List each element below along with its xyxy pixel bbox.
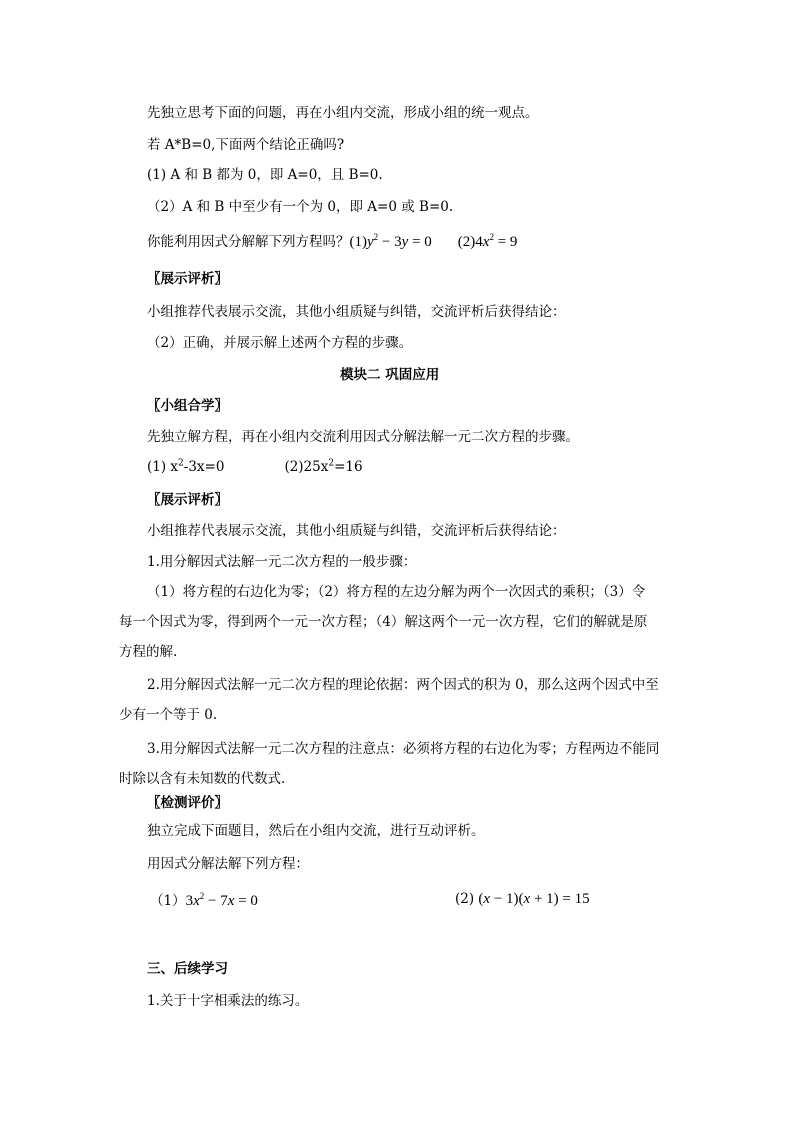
check-text: 独立完成下面题目，然后在小组内交流，进行互动评析。 [147, 823, 485, 839]
show-text-1: 小组推荐代表展示交流，其他小组质疑与纠错，交流评析后获得结论： [147, 304, 566, 320]
module2-title: 模块二 巩固应用 [340, 367, 440, 383]
check-heading: 〖检测评价〗 [147, 795, 228, 811]
group-text: 先独立解方程，再在小组内交流利用因式分解法解一元二次方程的步骤。 [147, 429, 579, 445]
apply-prompt-line [147, 233, 517, 251]
show-text-2: 小组推荐代表展示交流，其他小组质疑与纠错，交流评析后获得结论： [147, 523, 566, 539]
step-line-2: 每一个因式为零，得到两个一元一次方程；（4）解这两个一元一次方程，它们的解就是原 [119, 614, 648, 630]
step-line-1: （1）将方程的右边化为零；（2）将方程的左边分解为两个一次因式的乘积；（3）令 [147, 584, 646, 600]
conclusion-1: (1) A 和 B 都为 0，即 A=0，且 B=0. [147, 167, 383, 183]
question-text: 若 A*B=0,下面两个结论正确吗? [147, 137, 345, 153]
show-heading-2: 〖展示评析〗 [147, 492, 228, 508]
equation-1: $(1)y^2 - 3y = 0$ [349, 232, 432, 250]
step-heading: 1.用分解因式法解一元二次方程的一般步骤： [147, 554, 417, 570]
check-question-1: $(1)3x^2 - 7x = 0$ [150, 891, 258, 909]
check-question-2: (2) (x − 1)(x + 1) = 15 [455, 891, 590, 907]
basis-line-1: 2.用分解因式法解一元二次方程的理论依据：两个因式的积为 0，那么这两个因式中至 [147, 677, 659, 693]
section3-item-1: 1.关于十字相乘法的练习。 [147, 993, 309, 1009]
note-line-2: 时除以含有未知数的代数式. [119, 771, 286, 787]
equation-2: $(2)4x^2 = 9$ [457, 232, 518, 250]
exercise-2: $(2)25x^2=16$ [284, 458, 363, 475]
show-heading-1: 〖展示评析〗 [147, 271, 228, 287]
exercise-1: (1) $x^2-3x=0$ [147, 458, 225, 475]
note-line-1: 3.用分解因式法解一元二次方程的注意点：必须将方程的右边化为零；方程两边不能同 [147, 741, 660, 757]
step-line-3: 方程的解. [119, 644, 178, 660]
question-1-equation: $3x^2 - 7x = 0$ [185, 891, 258, 909]
show-result: （2）正确，并展示解上述两个方程的步骤。 [147, 335, 413, 351]
conclusion-2: （2）A 和 B 中至少有一个为 0，即 A=0 或 B=0. [147, 199, 454, 215]
basis-line-2: 少有一个等于 0. [119, 707, 218, 723]
group-heading: 〖小组合学〗 [147, 398, 228, 414]
section3-title: 三、后续学习 [147, 961, 228, 977]
question-2-equation: (x − 1)(x + 1) = 15 [478, 891, 590, 907]
check-task: 用因式分解法解下列方程： [147, 856, 309, 872]
exercise-line [147, 458, 363, 476]
apply-prompt: 你能利用因式分解解下列方程吗？ [147, 234, 350, 250]
intro-text: 先独立思考下面的问题，再在小组内交流，形成小组的统一观点。 [147, 105, 539, 121]
